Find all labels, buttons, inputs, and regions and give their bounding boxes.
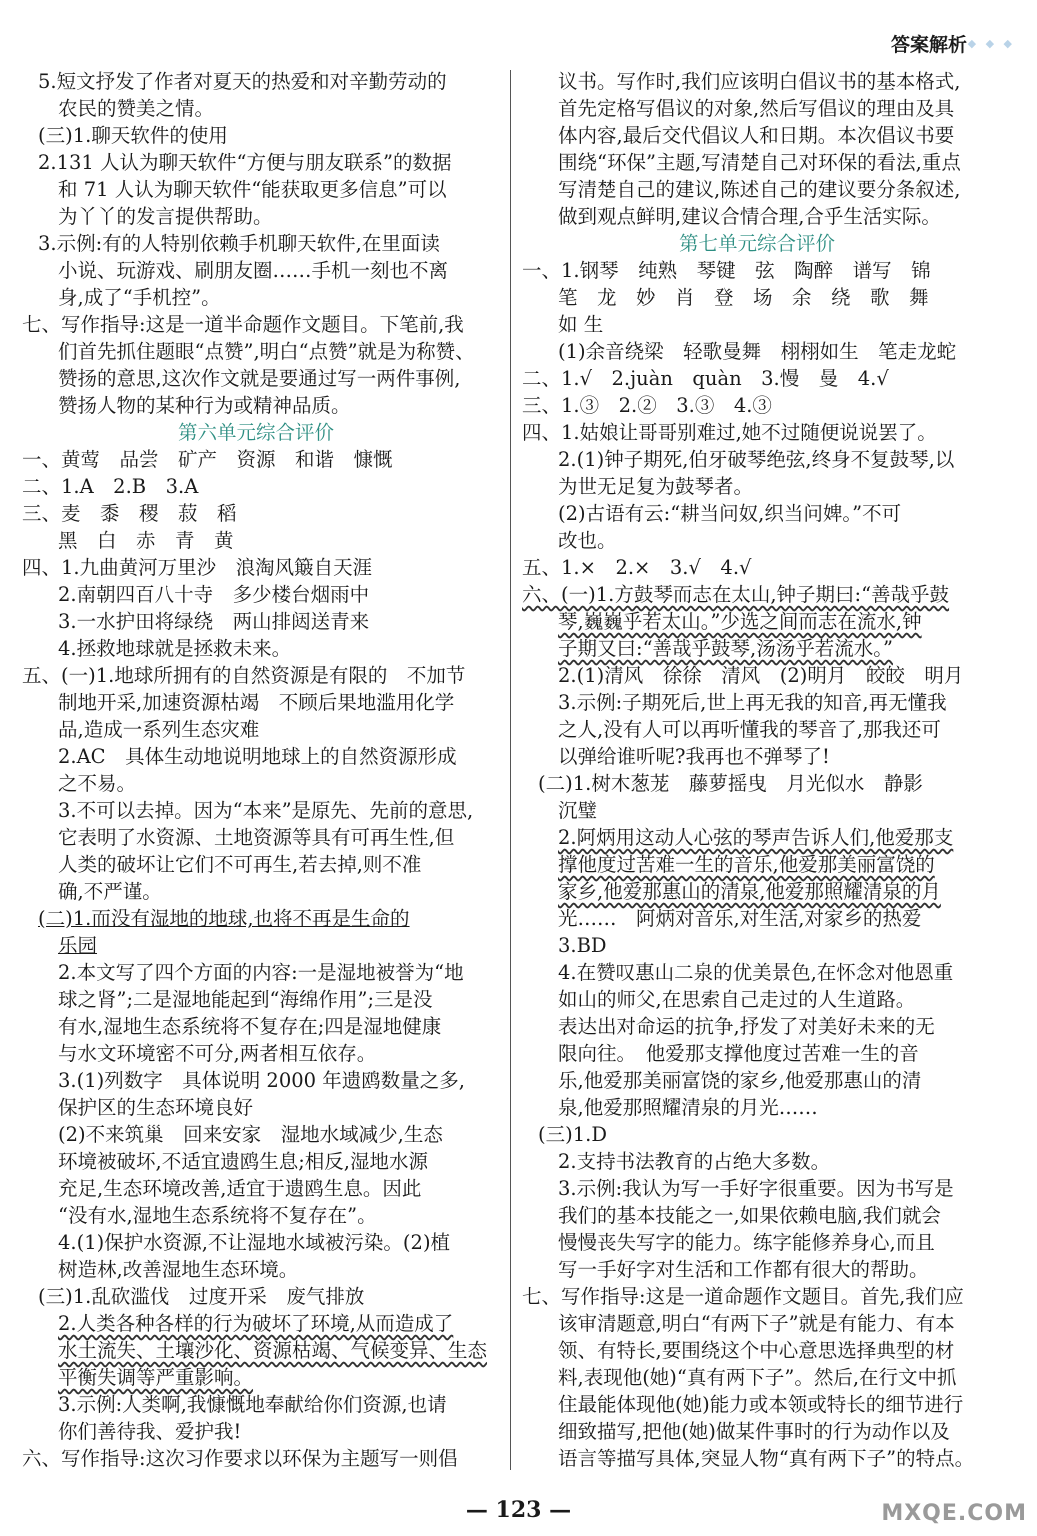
answer-line: 一、1.钢琴 纯熟 琴键 弦 陶醉 谱写 锦	[522, 259, 931, 282]
answer-line: 平衡失调等严重影响。	[58, 1366, 254, 1389]
section-title: 第六单元综合评价	[177, 421, 334, 444]
answer-line: 改也。	[558, 529, 617, 552]
answer-line: 七、写作指导:这是一道命题作文题目。首先,我们应	[522, 1285, 964, 1308]
answer-line: 为世无足复为鼓琴者。	[558, 475, 754, 498]
answer-line: 3.示例:人类啊,我慷慨地奉献给你们资源,也请	[58, 1393, 447, 1416]
answer-line: 小说、玩游戏、刷朋友圈……手机一刻也不离	[58, 259, 449, 282]
answer-line: 充足,生态环境改善,适宜于遗鸥生息。因此	[58, 1177, 422, 1200]
answer-line: 领、有特长,要围绕这个中心意思选择典型的材	[558, 1339, 955, 1362]
answer-line: 料,表现他(她)“真有两下子”。然后,在行文中抓	[558, 1366, 957, 1389]
answer-line: 5.短文抒发了作者对夏天的热爱和对辛勤劳动的	[38, 70, 447, 93]
answer-line: 确,不严谨。	[58, 880, 162, 903]
answer-line: 黑 白 赤 青 黄	[58, 529, 234, 552]
answer-line: 它表明了水资源、土地资源等具有可再生性,但	[58, 826, 455, 849]
answer-line: 议书。写作时,我们应该明白倡议书的基本格式,	[558, 70, 961, 93]
answer-line: 慢慢丧失写字的能力。练字能修养身心,而且	[558, 1231, 935, 1254]
answer-line: 写清楚自己的建议,陈述自己的建议要分条叙述,	[558, 178, 961, 201]
answer-line: 4.在赞叹惠山二泉的优美景色,在怀念对他恩重	[558, 961, 954, 984]
column-divider	[510, 70, 511, 1470]
answer-line: 2.本文写了四个方面的内容:一是湿地被誉为“地	[58, 961, 464, 984]
answer-line: 4.(1)保护水资源,不让湿地水域被污染。(2)植	[58, 1231, 451, 1254]
answer-line: 3.不可以去掉。因为“本来”是原先、先前的意思,	[58, 799, 474, 822]
answer-line: (三)1.D	[538, 1123, 607, 1146]
watermark-logo: MXQE.COM	[881, 1501, 1027, 1526]
answer-line: 3.示例:有的人特别依赖手机聊天软件,在里面读	[38, 232, 440, 255]
answer-line: 首先定格写倡议的对象,然后写倡议的理由及具	[558, 97, 955, 120]
left-column	[22, 68, 490, 1472]
answer-line: 品,造成一系列生态灾难	[58, 718, 260, 741]
answer-line: (三)1.聊天软件的使用	[38, 124, 228, 147]
answer-line: 球之肾”;二是湿地能起到“海绵作用”;三是没	[58, 988, 433, 1011]
answer-line: 2.南朝四百八十寺 多少楼台烟雨中	[58, 583, 370, 606]
answer-line: 如 生	[558, 313, 604, 336]
answer-line: 2.阿炳用这动人心弦的琴声告诉人们,他爱那支	[558, 826, 954, 849]
answer-line: 语言等描写具体,突显人物“真有两下子”的特点。	[558, 1447, 975, 1470]
answer-line: 2.人类各种各样的行为破坏了环境,从而造成了	[58, 1312, 454, 1335]
answer-line: 3.BD	[558, 934, 607, 957]
answer-line: (2)不来筑巢 回来安家 湿地水域减少,生态	[58, 1123, 443, 1146]
answer-line: 六、(一)1.方鼓琴而志在太山,钟子期曰:“善哉乎鼓	[522, 583, 950, 606]
answer-line: (二)1.树木葱茏 藤萝摇曳 月光似水 静影	[538, 772, 923, 795]
answer-line: 赞扬人物的某种行为或精神品质。	[58, 394, 351, 417]
answer-line: 们首先抓住题眼“点赞”,明白“点赞”就是为称赞、	[58, 340, 475, 363]
answer-line: 写一手好字对生活和工作都有很大的帮助。	[558, 1258, 929, 1281]
answer-line: “没有水,湿地生态系统将不复存在”。	[58, 1204, 377, 1227]
answer-line: 四、1.九曲黄河万里沙 浪淘风簸自天涯	[22, 556, 373, 579]
answer-line: 2.131 人认为聊天软件“方便与朋友联系”的数据	[38, 151, 452, 174]
answer-line: 3.(1)列数字 具体说明 2000 年遗鸥数量之多,	[58, 1069, 465, 1092]
answer-line: 我们的基本技能之一,如果依赖电脑,我们就会	[558, 1204, 941, 1227]
answer-line: 水土流失、土壤沙化、资源枯竭、气候变异、生态	[58, 1339, 488, 1362]
answer-line: 琴,巍巍乎若太山。”少选之间而志在流水,钟	[558, 610, 922, 633]
answer-line: 住最能体现他(她)能力或本领或特长的细节进行	[558, 1393, 964, 1416]
answer-line: (三)1.乱砍滥伐 过度开采 废气排放	[38, 1285, 365, 1308]
answer-line: 细致描写,把他(她)做某件事时的行为动作以及	[558, 1420, 950, 1443]
answer-line: 以弹给谁听呢?我再也不弹琴了!	[558, 745, 830, 768]
answer-line: 子期又曰:“善哉乎鼓琴,汤汤乎若流水。”	[558, 637, 893, 660]
answer-line: 与水文环境密不可分,两者相互依存。	[58, 1042, 377, 1065]
answer-line: 沉璧	[558, 799, 598, 822]
answer-line: (1)余音绕梁 轻歌曼舞 栩栩如生 笔走龙蛇	[558, 340, 957, 363]
answer-line: 有水,湿地生态系统将不复存在;四是湿地健康	[58, 1015, 442, 1038]
answer-line: 树造林,改善湿地生态环境。	[58, 1258, 299, 1281]
answer-line: 赞扬的意思,这次作文就是要通过写一两件事例,	[58, 367, 461, 390]
answer-line: 你们善待我、爱护我!	[58, 1420, 242, 1443]
answer-line: 围绕“环保”主题,写清楚自己对环保的看法,重点	[558, 151, 961, 174]
answer-line: 如山的师父,在思索自己走过的人生道路。	[558, 988, 916, 1011]
answer-line: 环境被破坏,不适宜遗鸥生息;相反,湿地水源	[58, 1150, 428, 1173]
answer-line: 之人,没有人可以再听懂我的琴音了,那我还可	[558, 718, 941, 741]
answer-line: 撑他度过苦难一生的音乐,他爱那美丽富饶的	[558, 853, 935, 876]
answer-line: 4.拯救地球就是拯救未来。	[58, 637, 292, 660]
answer-line: 身,成了“手机控”。	[58, 286, 221, 309]
answer-line: 该审清题意,明白“有两下子”就是有能力、有本	[558, 1312, 955, 1335]
answer-line: 四、1.姑娘让哥哥别难过,她不过随便说说罢了。	[522, 421, 937, 444]
answer-line: 五、(一)1.地球所拥有的自然资源是有限的 不加节	[22, 664, 466, 687]
answer-line: 家乡,他爱那惠山的清泉,他爱那照耀清泉的月	[558, 880, 941, 903]
answer-line: 农民的赞美之情。	[58, 97, 215, 120]
answer-line: 二、1.A 2.B 3.A	[22, 475, 199, 498]
answer-line: 一、黄莺 品尝 矿产 资源 和谐 慷慨	[22, 448, 393, 471]
answer-line: 2.支持书法教育的占绝大多数。	[558, 1150, 831, 1173]
answer-line: 光…… 阿炳对音乐,对生活,对家乡的热爱	[558, 907, 922, 930]
answer-line: 为丫丫的发言提供帮助。	[58, 205, 273, 228]
answer-line: 制地开采,加速资源枯竭 不顾后果地滥用化学	[58, 691, 455, 714]
section-title: 第七单元综合评价	[678, 232, 835, 255]
answer-line: 体内容,最后交代倡议人和日期。本次倡议书要	[558, 124, 955, 147]
answer-line: 五、1.× 2.× 3.√ 4.√	[522, 556, 752, 579]
answer-line: 限向往。 他爱那支撑他度过苦难一生的音	[558, 1042, 919, 1065]
answer-line: (2)古语有云:“耕当问奴,织当问婢。”不可	[558, 502, 902, 525]
answer-line: 3.示例:子期死后,世上再无我的知音,再无懂我	[558, 691, 947, 714]
answer-line: 表达出对命运的抗争,抒发了对美好未来的无	[558, 1015, 935, 1038]
answer-line: 做到观点鲜明,建议合情合理,合乎生活实际。	[558, 205, 941, 228]
header-decoration-icon: ◆ ◆ ◆	[967, 37, 1015, 50]
answer-line: 乐,他爱那美丽富饶的家乡,他爱那惠山的清	[558, 1069, 922, 1092]
answer-line: 三、麦 黍 稷 菽 稻	[22, 502, 237, 525]
answer-line: 3.示例:我认为写一手好字很重要。因为书写是	[558, 1177, 954, 1200]
answer-line: 七、写作指导:这是一道半命题作文题目。下笔前,我	[22, 313, 464, 336]
right-column	[522, 68, 992, 1472]
answer-line: 泉,他爱那照耀清泉的月光……	[558, 1096, 818, 1119]
answer-line: 2.AC 具体生动地说明地球上的自然资源形成	[58, 745, 457, 768]
page-header-title: 答案解析	[890, 34, 967, 56]
answer-line: (二)1.而没有湿地的地球,也将不再是生命的	[38, 907, 410, 930]
answer-line: 乐园	[58, 934, 98, 957]
page-number: — 123 —	[465, 1497, 572, 1523]
answer-line: 三、1.③ 2.② 3.③ 4.③	[522, 394, 772, 417]
answer-line: 之不易。	[58, 772, 137, 795]
answer-line: 2.(1)清风 徐徐 清风 (2)明月 皎皎 明月	[558, 664, 964, 687]
answer-line: 保护区的生态环境良好	[58, 1096, 254, 1119]
answer-line: 2.(1)钟子期死,伯牙破琴绝弦,终身不复鼓琴,以	[558, 448, 955, 471]
answer-line: 二、1.√ 2.juàn quàn 3.慢 曼 4.√	[522, 367, 889, 390]
answer-line: 和 71 人认为聊天软件“能获取更多信息”可以	[58, 178, 447, 201]
answer-line: 3.一水护田将绿绕 两山排闼送青来	[58, 610, 370, 633]
answer-line: 笔 龙 妙 肖 登 场 余 绕 歌 舞	[558, 286, 929, 309]
answer-line: 六、写作指导:这次习作要求以环保为主题写一则倡	[22, 1447, 458, 1470]
answer-line: 人类的破坏让它们不可再生,若去掉,则不准	[58, 853, 422, 876]
